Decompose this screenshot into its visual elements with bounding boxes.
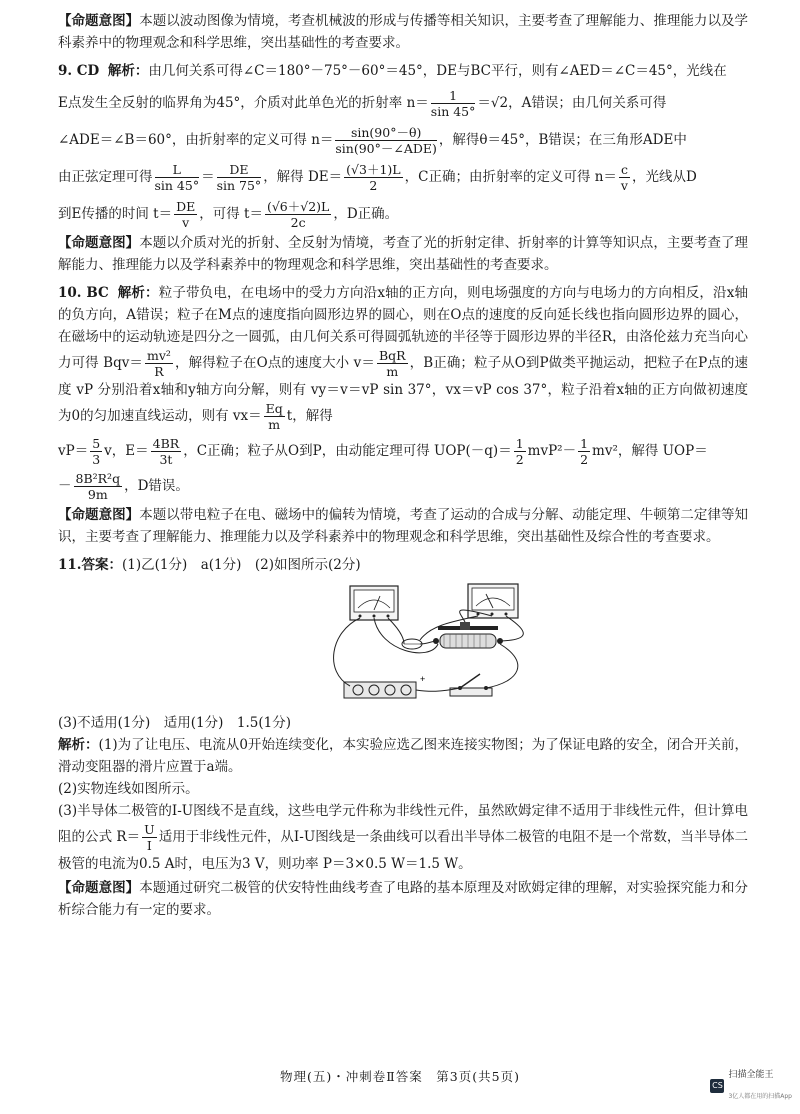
numerator: BqR: [378, 348, 406, 363]
fraction: [217, 162, 262, 193]
q9-line5: [58, 199, 748, 230]
denominator: 9m: [87, 487, 108, 502]
denominator: v: [620, 178, 628, 193]
numerator: Eq: [265, 401, 283, 416]
q10-intent: [58, 504, 748, 548]
text: ，C正确；由折射率的定义可得 n＝: [404, 169, 617, 185]
fraction: [151, 436, 182, 467]
intent-text: 本题通过研究二极管的伏安特性曲线考查了电路的基本原理及对欧姆定律的理解，对实验探究能力和分析综合能力有一定的要求。: [58, 880, 749, 918]
q10-line2: [58, 436, 748, 467]
q10-body: [58, 282, 748, 432]
denominator: v: [182, 215, 190, 230]
text: ，可得 t＝: [199, 206, 263, 222]
denominator: 2: [515, 452, 524, 467]
text: ，光线从D: [631, 169, 697, 185]
numerator: sin(90°－θ): [335, 125, 437, 141]
text: －: [58, 478, 72, 494]
q9-line3: [58, 125, 748, 156]
text: (3)不适用(1分) 适用(1分) 1.5(1分): [58, 715, 291, 731]
analysis-label: 解析：: [117, 285, 159, 301]
fraction: [142, 822, 157, 853]
scanner-text: [728, 1064, 792, 1108]
q11-intent: [58, 877, 748, 921]
intent-tag: 【命题意图】: [58, 507, 140, 523]
voltmeter-icon: [468, 584, 518, 618]
intent-tag: 【命题意图】: [58, 235, 140, 251]
denominator: 3t: [159, 452, 173, 467]
circuit-diagram: [320, 582, 550, 708]
numerator: 1: [515, 436, 524, 451]
denominator: 2c: [290, 215, 306, 230]
rheostat-icon: [433, 622, 503, 648]
q11-analysis1: [58, 734, 748, 778]
numerator: DE: [217, 162, 262, 178]
denominator: 3: [92, 452, 101, 467]
fraction: [155, 162, 200, 193]
fraction: [578, 436, 590, 467]
text: ，解得 DE＝: [263, 169, 343, 185]
q9-intent: [58, 232, 748, 276]
analysis-label: 解析：: [58, 737, 99, 753]
text: ，解得θ＝45°，B错误；在三角形ADE中: [438, 132, 687, 148]
denominator: R: [154, 364, 164, 379]
numerator: (√6＋√2)L: [266, 199, 330, 214]
denominator: sin 45°: [430, 104, 476, 119]
scanner-watermark: [710, 1064, 792, 1108]
fraction: [90, 436, 102, 467]
numerator: 5: [92, 436, 101, 451]
fraction: [377, 348, 408, 379]
page-footer: 物理(五)・冲刺卷Ⅱ答案 第3页(共5页): [280, 1069, 520, 1084]
text: t，解得: [286, 408, 333, 424]
text: (1)为了让电压、电流从0开始连续变化，本实验应选乙图来连接实物图；为了保证电路的安全，闭合开关前，滑动变阻器的滑片应置于a端。: [58, 737, 748, 775]
scanner-title: 扫描全能王: [728, 1070, 774, 1080]
answer-page: [58, 8, 748, 921]
fraction: [145, 348, 173, 379]
denominator: sin(90°－∠ADE): [335, 141, 437, 156]
denominator: 2: [580, 452, 589, 467]
text: ＝: [201, 169, 215, 185]
numerator: 4BR: [152, 436, 180, 451]
q9-line4: [58, 162, 748, 193]
text: 适用于非线性元件，从I-U图线是一条曲线可以看出半导体二极管的电阻不是一个常数，当半导体二极管的电流为0.5 A时，电压为3 V，则功率 P＝3×0.5 W＝1.5 W。: [58, 829, 748, 872]
q8-intent: [58, 10, 748, 54]
text: ，D错误。: [124, 478, 189, 494]
scanner-subtitle: 3亿人都在用的扫描App: [728, 1093, 792, 1100]
text: ，C正确；粒子从O到P，由动能定理可得 UOP(－q)＝: [183, 443, 512, 459]
analysis-label: 解析：: [107, 63, 149, 79]
numerator: DE: [176, 199, 196, 214]
text: mvP²－: [527, 443, 577, 459]
text: (2)实物连线如图所示。: [58, 781, 199, 797]
fraction: [514, 436, 526, 467]
question-11: [58, 554, 748, 921]
q10-line3: [58, 471, 748, 502]
q11-answer-line2: [58, 712, 748, 734]
numerator: 1: [580, 436, 589, 451]
text: (3)半导体二极管的I-U图线不是直线，这些电学元件称为非线性元件，虽然欧姆定律不适用于非线性元件，但计算电阻的公式 R＝: [58, 803, 748, 845]
text: 粒子带负电，在电场中的受力方向沿x轴的正方向，则电场强度的方向与电场力的方向相反，沿x轴的负方向，A错误；粒子在M点的速度指向圆形边界的圆心，则在O点的速度的反向延长线也指向圆形边界的圆心，在磁场中的运动轨迹是四分之一圆弧，由几何关系可得圆弧轨迹的半径等于圆形边界的半径R，由洛伦兹力充当向心力可得 Bqv＝: [58, 285, 749, 371]
q9-line1: [58, 60, 748, 82]
denominator: sin 75°: [216, 178, 262, 193]
text: ＝√2，A错误；由几何关系可得: [477, 95, 667, 111]
text: 由正弦定理可得: [58, 169, 153, 185]
wires: [334, 610, 524, 691]
q11-number: 11.: [58, 557, 82, 573]
text: vP＝: [58, 443, 89, 459]
battery-icon: [344, 682, 416, 698]
numerator: (√3＋1)L: [346, 162, 401, 177]
q9-line2: [58, 88, 748, 119]
switch-icon: [450, 674, 492, 696]
denominator: I: [146, 838, 152, 853]
text: ，B正确；粒子从O到P做类平抛运动，把粒子在P点的速度 vP 分别沿着x轴和y轴方向分解，则有 vy＝v＝vP sin 37°，vx＝vP cos 37°，粒子沿着x轴的正方向做初速度为0的匀加速直线运动，则有 vx＝: [58, 355, 748, 424]
fraction: [431, 88, 476, 119]
question-10: [58, 282, 748, 548]
fraction: [335, 125, 437, 156]
diode-icon: [402, 639, 422, 649]
q10-number: 10. BC: [58, 285, 109, 301]
fraction: [174, 199, 197, 230]
intent-text: 本题以介质对光的折射、全反射为情境，考查了光的折射定律、折射率的计算等知识点，主要考查了理解能力、推理能力以及学科素养中的物理观念和科学思维，突出基础性的考查要求。: [58, 235, 749, 273]
scanner-logo-icon: CS: [710, 1079, 724, 1093]
ammeter-icon: [350, 586, 398, 620]
denominator: 2: [369, 178, 378, 193]
numerator: 8B²R²q: [75, 471, 121, 486]
plus-label: +: [420, 674, 426, 684]
text: 到E传播的时间 t＝: [58, 206, 173, 222]
text: v，E＝: [104, 443, 149, 459]
text: ，D正确。: [333, 206, 399, 222]
fraction: [619, 162, 630, 193]
intent-tag: 【命题意图】: [58, 880, 140, 896]
intent-text: 本题以波动图像为情境，考查机械波的形成与传播等相关知识，主要考查了理解能力、推理能力以及学科素养中的物理观念和科学思维，突出基础性的考查要求。: [58, 13, 749, 51]
text: (1)乙(1分) a(1分) (2)如图所示(2分): [122, 557, 361, 573]
intent-tag: 【命题意图】: [58, 13, 140, 29]
q11-answer-line1: [58, 554, 748, 576]
answer-label: 答案：: [81, 557, 122, 573]
fraction: [344, 162, 402, 193]
q11-analysis3: [58, 800, 748, 875]
denominator: m: [386, 364, 399, 379]
fraction: [265, 199, 331, 230]
text: E点发生全反射的临界角为45°，介质对此单色光的折射率 n＝: [58, 95, 429, 111]
q9-number: 9. CD: [58, 63, 100, 79]
text: ，解得粒子在O点的速度大小 v＝: [174, 355, 375, 371]
denominator: m: [268, 417, 281, 432]
intent-text: 本题以带电粒子在电、磁场中的偏转为情境，考查了运动的合成与分解、动能定理、牛顿第二定律等知识，主要考查了理解能力、推理能力以及学科素养中的物理观念和科学思维，突出基础性及综合性的考查要求。: [58, 507, 749, 545]
text: ∠ADE＝∠B＝60°，由折射率的定义可得 n＝: [58, 132, 334, 148]
text: 由几何关系可得∠C＝180°－75°－60°＝45°，DE与BC平行，则有∠AED＝∠C＝45°，光线在: [148, 63, 727, 79]
numerator: c: [620, 162, 628, 177]
q11-analysis2: [58, 778, 748, 800]
denominator: sin 45°: [154, 178, 200, 193]
text: mv²，解得 UOP＝: [592, 443, 708, 459]
question-9: [58, 60, 748, 276]
numerator: U: [144, 822, 155, 837]
fraction: [74, 471, 123, 502]
numerator: mv²: [147, 348, 171, 363]
numerator: 1: [431, 88, 476, 104]
numerator: L: [155, 162, 200, 178]
fraction: [264, 401, 285, 432]
